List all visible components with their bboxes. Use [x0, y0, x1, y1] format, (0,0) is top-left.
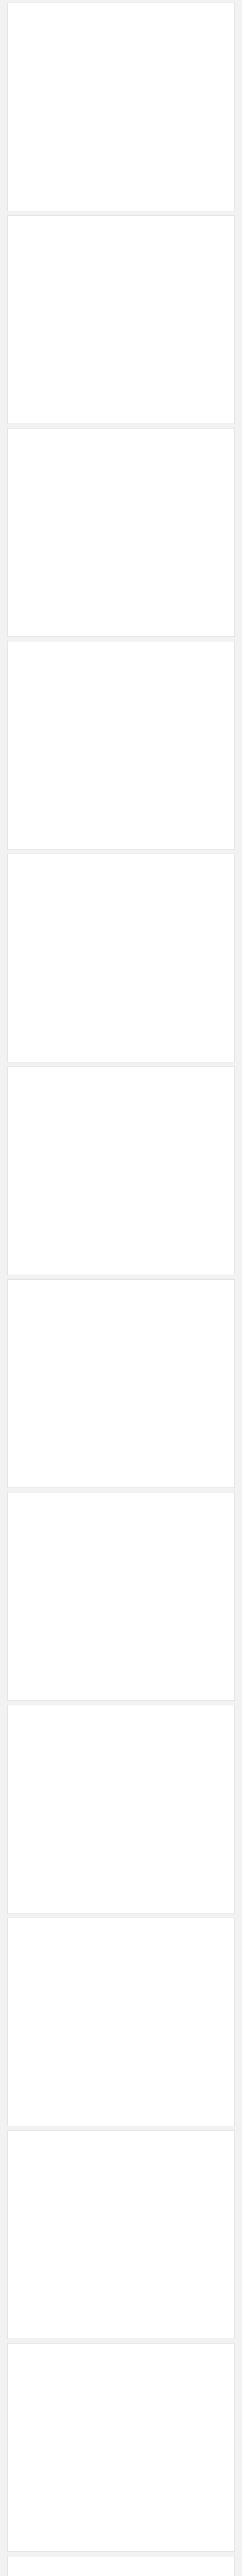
book-page [8, 1493, 234, 1700]
book-page [8, 1918, 234, 2126]
book-page [8, 1280, 234, 1487]
book-page [8, 429, 234, 636]
book-page [8, 1705, 234, 1913]
book-page [8, 3, 234, 211]
book-page [8, 641, 234, 849]
book-page [8, 2556, 234, 2576]
book-page [8, 1067, 234, 1275]
book-page [8, 2344, 234, 2551]
book-page [8, 2131, 234, 2338]
book-page [8, 854, 234, 1062]
book-page [8, 216, 234, 423]
